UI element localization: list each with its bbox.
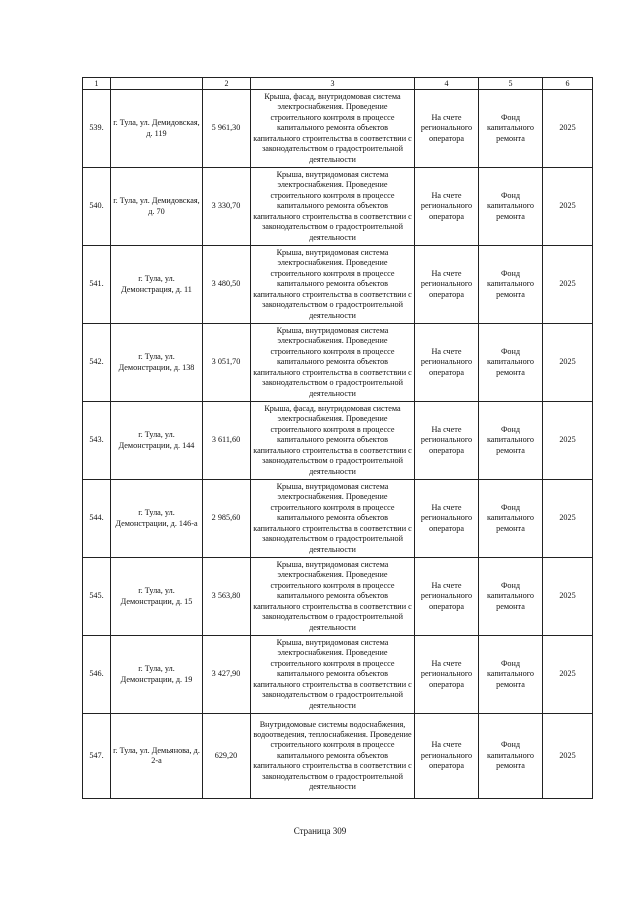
row-number: 544. xyxy=(83,480,111,558)
works-cell: Крыша, внутридомовая система электроснабжения. Проведение строительного контроля в процессе капитального ремонта объектов капитального строительства в соответствии с законодательством о градостроительной деятельности xyxy=(251,168,415,246)
works-cell: Крыша, внутридомовая система электроснабжения. Проведение строительного контроля в процессе капитального ремонта объектов капитального строительства в соответствии с законодательством о градостроительной деятельности xyxy=(251,636,415,714)
fund-cell: Фонд капитального ремонта xyxy=(479,480,543,558)
year-cell: 2025 xyxy=(543,90,593,168)
works-cell: Крыша, фасад, внутридомовая система электроснабжения. Проведение строительного контроля в процессе капитального ремонта объектов капитального строительства в соответствии с законодательством о градостроительной деятельности xyxy=(251,90,415,168)
table-row xyxy=(83,168,593,246)
works-cell: Крыша, фасад, внутридомовая система электроснабжения. Проведение строительного контроля в процессе капитального ремонта объектов капитального строительства в соответствии с законодательством о градостроительной деятельности xyxy=(251,402,415,480)
row-number: 540. xyxy=(83,168,111,246)
year-cell: 2025 xyxy=(543,558,593,636)
cost-cell: 629,20 xyxy=(203,714,251,799)
row-number: 539. xyxy=(83,90,111,168)
works-cell: Крыша, внутридомовая система электроснабжения. Проведение строительного контроля в процессе капитального ремонта объектов капитального строительства в соответствии с законодательством о градостроительной деятельности xyxy=(251,324,415,402)
address-cell: г. Тула, ул. Демонстрация, д. 11 xyxy=(111,246,203,324)
address-cell: г. Тула, ул. Демидовская, д. 119 xyxy=(111,90,203,168)
header-cell: 4 xyxy=(415,78,479,90)
table-row xyxy=(83,636,593,714)
fund-cell: Фонд капитального ремонта xyxy=(479,90,543,168)
fund-cell: Фонд капитального ремонта xyxy=(479,402,543,480)
cost-cell: 3 563,80 xyxy=(203,558,251,636)
works-cell: Крыша, внутридомовая система электроснабжения. Проведение строительного контроля в процессе капитального ремонта объектов капитального строительства в соответствии с законодательством о градостроительной деятельности xyxy=(251,558,415,636)
funding-source-cell: На счете регионального оператора xyxy=(415,402,479,480)
table-row xyxy=(83,246,593,324)
row-number: 543. xyxy=(83,402,111,480)
page-number: Страница 309 xyxy=(293,826,347,836)
address-cell: г. Тула, ул. Демонстрации, д. 15 xyxy=(111,558,203,636)
address-cell: г. Тула, ул. Демонстрации, д. 138 xyxy=(111,324,203,402)
works-cell: Крыша, внутридомовая система электроснабжения. Проведение строительного контроля в процессе капитального ремонта объектов капитального строительства в соответствии с законодательством о градостроительной деятельности xyxy=(251,480,415,558)
row-number: 546. xyxy=(83,636,111,714)
funding-source-cell: На счете регионального оператора xyxy=(415,324,479,402)
table-row xyxy=(83,558,593,636)
document-table-area xyxy=(82,77,593,799)
fund-cell: Фонд капитального ремонта xyxy=(479,714,543,799)
header-row xyxy=(83,78,593,90)
year-cell: 2025 xyxy=(543,246,593,324)
address-cell: г. Тула, ул. Демьянова, д. 2-а xyxy=(111,714,203,799)
funding-source-cell: На счете регионального оператора xyxy=(415,714,479,799)
header-cell xyxy=(111,78,203,90)
address-cell: г. Тула, ул. Демонстрации, д. 19 xyxy=(111,636,203,714)
cost-cell: 3 480,50 xyxy=(203,246,251,324)
works-cell: Внутридомовые системы водоснабжения, водоотведения, теплоснабжения. Проведение строительного контроля в процессе капитального ремонта объектов капитального строительства в соответствии с законодательством о градостроительной деятельности xyxy=(251,714,415,799)
capital-repair-table xyxy=(82,77,593,799)
year-cell: 2025 xyxy=(543,714,593,799)
year-cell: 2025 xyxy=(543,324,593,402)
fund-cell: Фонд капитального ремонта xyxy=(479,246,543,324)
header-cell: 5 xyxy=(479,78,543,90)
funding-source-cell: На счете регионального оператора xyxy=(415,636,479,714)
funding-source-cell: На счете регионального оператора xyxy=(415,168,479,246)
address-cell: г. Тула, ул. Демонстрации, д. 146-а xyxy=(111,480,203,558)
row-number: 541. xyxy=(83,246,111,324)
cost-cell: 2 985,60 xyxy=(203,480,251,558)
year-cell: 2025 xyxy=(543,402,593,480)
cost-cell: 3 427,90 xyxy=(203,636,251,714)
funding-source-cell: На счете регионального оператора xyxy=(415,246,479,324)
cost-cell: 3 330,70 xyxy=(203,168,251,246)
fund-cell: Фонд капитального ремонта xyxy=(479,636,543,714)
fund-cell: Фонд капитального ремонта xyxy=(479,324,543,402)
table-row xyxy=(83,714,593,799)
table-row xyxy=(83,90,593,168)
row-number: 547. xyxy=(83,714,111,799)
header-cell: 6 xyxy=(543,78,593,90)
address-cell: г. Тула, ул. Демидовская, д. 70 xyxy=(111,168,203,246)
address-cell: г. Тула, ул. Демонстрации, д. 144 xyxy=(111,402,203,480)
works-cell: Крыша, внутридомовая система электроснабжения. Проведение строительного контроля в процессе капитального ремонта объектов капитального строительства в соответствии с законодательством о градостроительной деятельности xyxy=(251,246,415,324)
header-cell: 3 xyxy=(251,78,415,90)
table-row xyxy=(83,480,593,558)
cost-cell: 5 961,30 xyxy=(203,90,251,168)
year-cell: 2025 xyxy=(543,480,593,558)
row-number: 545. xyxy=(83,558,111,636)
header-cell: 1 xyxy=(83,78,111,90)
fund-cell: Фонд капитального ремонта xyxy=(479,558,543,636)
cost-cell: 3 051,70 xyxy=(203,324,251,402)
fund-cell: Фонд капитального ремонта xyxy=(479,168,543,246)
header-cell: 2 xyxy=(203,78,251,90)
year-cell: 2025 xyxy=(543,636,593,714)
table-row xyxy=(83,324,593,402)
funding-source-cell: На счете регионального оператора xyxy=(415,558,479,636)
cost-cell: 3 611,60 xyxy=(203,402,251,480)
table-row xyxy=(83,402,593,480)
row-number: 542. xyxy=(83,324,111,402)
funding-source-cell: На счете регионального оператора xyxy=(415,90,479,168)
year-cell: 2025 xyxy=(543,168,593,246)
funding-source-cell: На счете регионального оператора xyxy=(415,480,479,558)
